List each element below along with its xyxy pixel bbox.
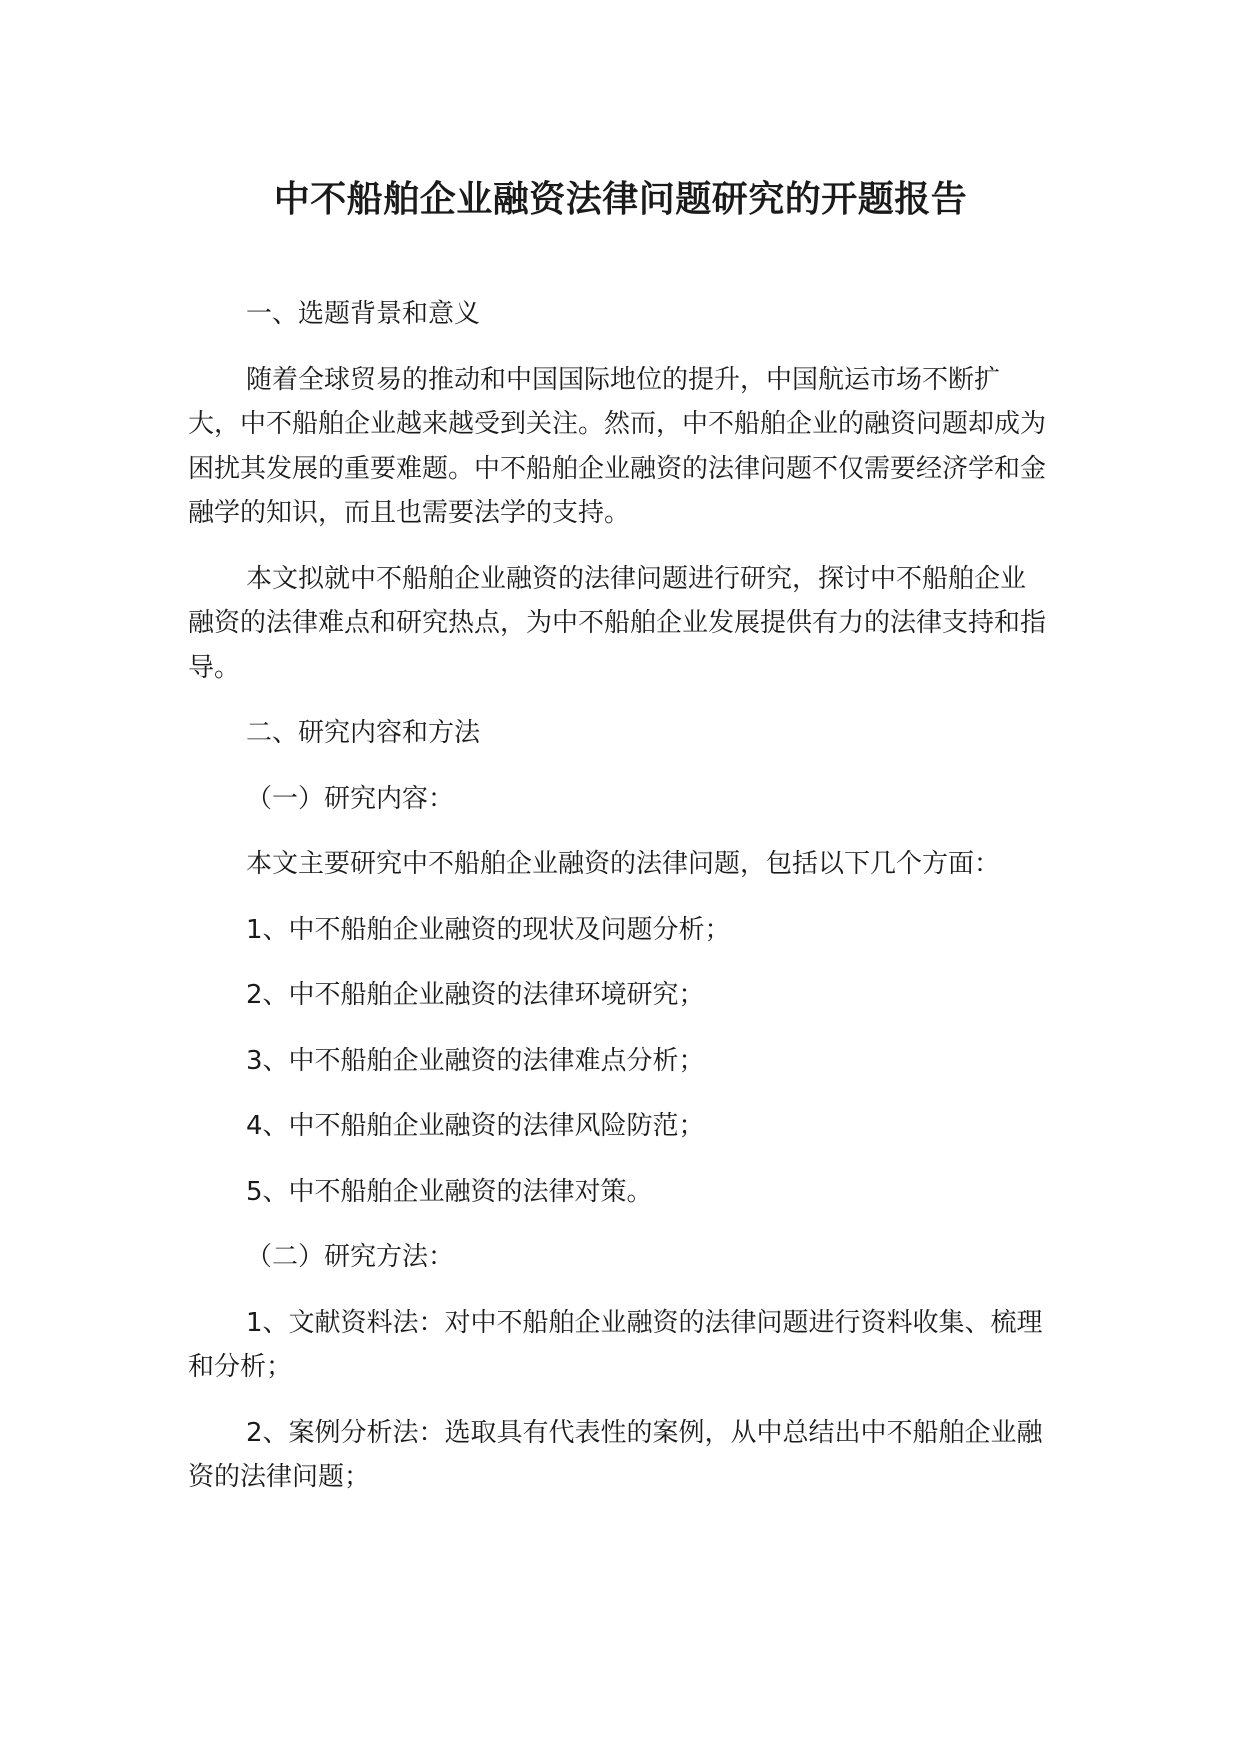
section-heading-content-methods: 二、研究内容和方法 [246, 718, 481, 748]
paragraph-background: 随着全球贸易的推动和中国国际地位的提升，中国航运市场不断扩大，中不船舶企业越来越受到关注。然而，中不船舶企业的融资问题却成为困扰其发展的重要难题。中不船舶企业融资的法律问题不仅需要经济学和金融学的知识，而且也需要法学的支持。 [188, 364, 1047, 528]
paragraph-purpose: 本文拟就中不船舶企业融资的法律问题进行研究，探讨中不船舶企业融资的法律难点和研究热点，为中不船舶企业发展提供有力的法律支持和指导。 [188, 563, 1047, 683]
subheading-methods: （二）研究方法： [246, 1242, 455, 1272]
list-item: 1、文献资料法：对中不船舶企业融资的法律问题进行资料收集、梳理和分析； [188, 1307, 1043, 1382]
subheading-content: （一）研究内容： [246, 783, 455, 814]
list-item: 1、中不船舶企业融资的现状及问题分析； [246, 914, 731, 945]
document-title: 中不船舶企业融资法律问题研究的开题报告 [273, 179, 968, 220]
list-item: 5、中不船舶企业融资的法律对策。 [246, 1176, 653, 1207]
list-item: 3、中不船舶企业融资的法律难点分析； [246, 1045, 705, 1076]
section-heading-background: 一、选题背景和意义 [246, 299, 481, 329]
list-item: 4、中不船舶企业融资的法律风险防范； [246, 1111, 705, 1141]
list-item: 2、中不船舶企业融资的法律环境研究； [246, 980, 705, 1010]
paragraph-content-intro: 本文主要研究中不船舶企业融资的法律问题，包括以下几个方面： [246, 849, 1001, 879]
document-body [188, 292, 1050, 1521]
list-item: 2、案例分析法：选取具有代表性的案例，从中总结出中不船舶企业融资的法律问题； [188, 1417, 1043, 1492]
